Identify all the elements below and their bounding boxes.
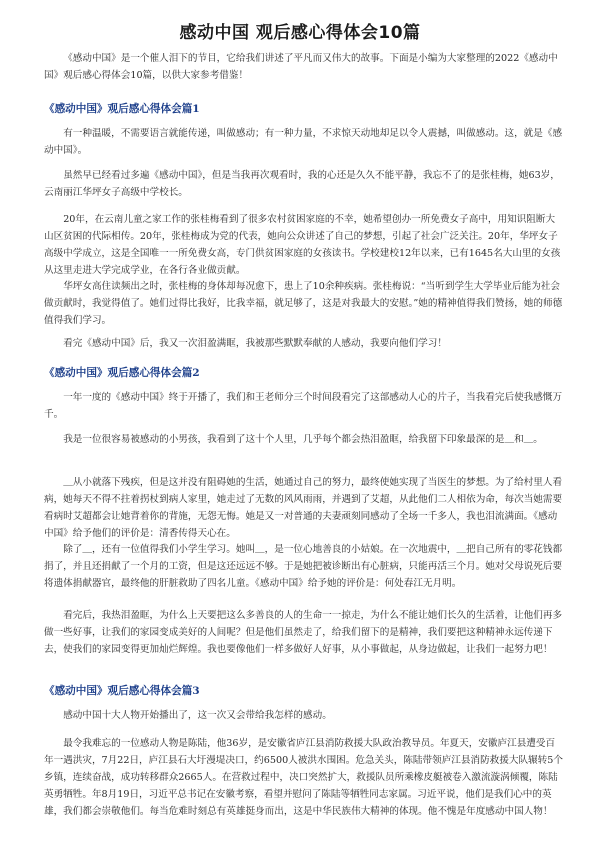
paragraph: 一年一度的《感动中国》终于开播了，我们和王老师分三个时间段看完了这部感动人心的片子，当我看完后使我感慨万千。 [44,392,563,420]
section-heading: 《感动中国》观后感心得体会篇2 [44,367,200,379]
paragraph: 虽然早已经看过多遍《感动中国》，但是当我再次观看时，我的心还是久久不能平静，我忘不了的是张桂梅，她63岁，云南丽江华坪女子高级中学校长。 [44,170,560,198]
intro-paragraph: 《感动中国》是一个催人泪下的节目，它给我们讲述了平凡而又伟大的故事。下面是小编为大家整理的2022《感动中国》观后感心得体会10篇，以供大家参考借鉴！ [44,53,558,81]
paragraph: 20年，在云南儿童之家工作的张桂梅看到了很多农村贫困家庭的不幸，她希望创办一所免费女子高中，用知识阻断大山区贫困的代际相传。20年，张桂梅成为党的代表，她向公众讲述了自己的梦想，引起了社会广泛关注。20年，华坪女子高级中学成立，这是全国唯一一所免费女高，专门供贫困家庭的女孩读书。学校建校12年以来，已有1645名大山里的女孩从这里走进大学完成学业，在各行各业做贡献。 [44,214,561,276]
paragraph: 有一种温暖，不需要语言就能传递，叫做感动；有一种力量，不求惊天动地却足以令人震撼，叫做感动。这，就是《感动中国》。 [44,128,563,156]
paragraph: 华坪女高住读频出之时，张桂梅的身体却每况愈下，患上了10余种疾病。张桂梅说：“当听到学生大学毕业后能为社会做贡献时，我觉得值了。她们过得比我好，比我幸福，就足够了，这是对我最大的安慰。”她的精神值得我们赞扬，她的师德值得我们学习。 [44,281,563,326]
section-heading: 《感动中国》观后感心得体会篇1 [44,103,200,115]
page-title: 感动中国 观后感心得体会10篇 [179,23,421,43]
paragraph: ＿从小就落下残疾，但是这并没有阻碍她的生活，她通过自己的努力，最终使她实现了当医生的梦想。为了给村里人看病，她每天不得不拄着拐杖到病人家里，她走过了无数的风风雨雨，并遇到了艾超，从此他们二人相依为命，每次当她需要看病时艾超都会让她背着你的背施，无怨无悔。她是又一对普通的夫妻顽刻同感动了全场一千多人，我也泪流满面。《感动中国》给予他们的评价是：清香传得天心在。 [44,477,563,539]
paragraph: 除了＿，还有一位值得我们小学生学习。她叫＿，是一位心地善良的小姑娘。在一次地震中，＿把自己所有的零花钱都捐了，并且还捐献了一个月的工资，但是这还远远不够。于是她把被诊断出有心脏病，只能再活三个月。她对父母说死后要将遗体捐献器官，最终他的肝脏救助了四名儿童。《感动中国》给予她的评价是：何处春江无月明。 [44,544,563,589]
section-heading: 《感动中国》观后感心得体会篇3 [44,685,200,697]
paragraph: 我是一位很容易被感动的小男孩，我看到了这十个人里，几乎每个都会热泪盈眶，给我留下印象最深的是＿和＿。 [63,434,543,445]
paragraph: 感动中国十大人物开始播出了，这一次又会带给我怎样的感动。 [63,710,332,721]
paragraph: 看完后，我热泪盈眶，为什么上天要把这么多善良的人的生命一一掠走，为什么不能让她们长久的生活着，让他们再多做一些好事，让我们的家园变成美好的人间呢？但是他们虽然走了，给我们留下的是精神，我们要把这种精神永远传递下去，使我们的家园变得更加灿烂辉煌。我也要像他们一样多做好人好事，从小事做起，从身边做起，让我们一起努力吧！ [44,610,563,655]
paragraph: 最令我难忘的一位感动人物是陈陆，他36岁，是安徽省庐江县消防救援大队政治教导员。年夏天，安徽庐江县遭受百年一遇洪灾，7月22日，庐江县石大圩漫堤决口，约6500人被洪水围困。危急关头，陈陆带领庐江县消防救援大队辗转5个乡镇，连续奋战，成功转移群众2665人。在营救过程中，决口突然扩大，救援队员所乘橡皮艇被卷入激流漩涡倾覆，陈陆英勇牺牲。年8月19日，习近平总书记在安徽考察，看望并慰问了陈陆等牺牲同志家属。习近平说，他们是我们心中的英雄，我们都会崇敬他们。每当危难时刻总有英雄挺身而出，这是中华民族伟大精神的体现。他不愧是年度感动中国人物！ [44,738,563,817]
paragraph: 看完《感动中国》后，我又一次泪盈满眶，我被那些默默奉献的人感动，我要向他们学习！ [63,338,447,349]
